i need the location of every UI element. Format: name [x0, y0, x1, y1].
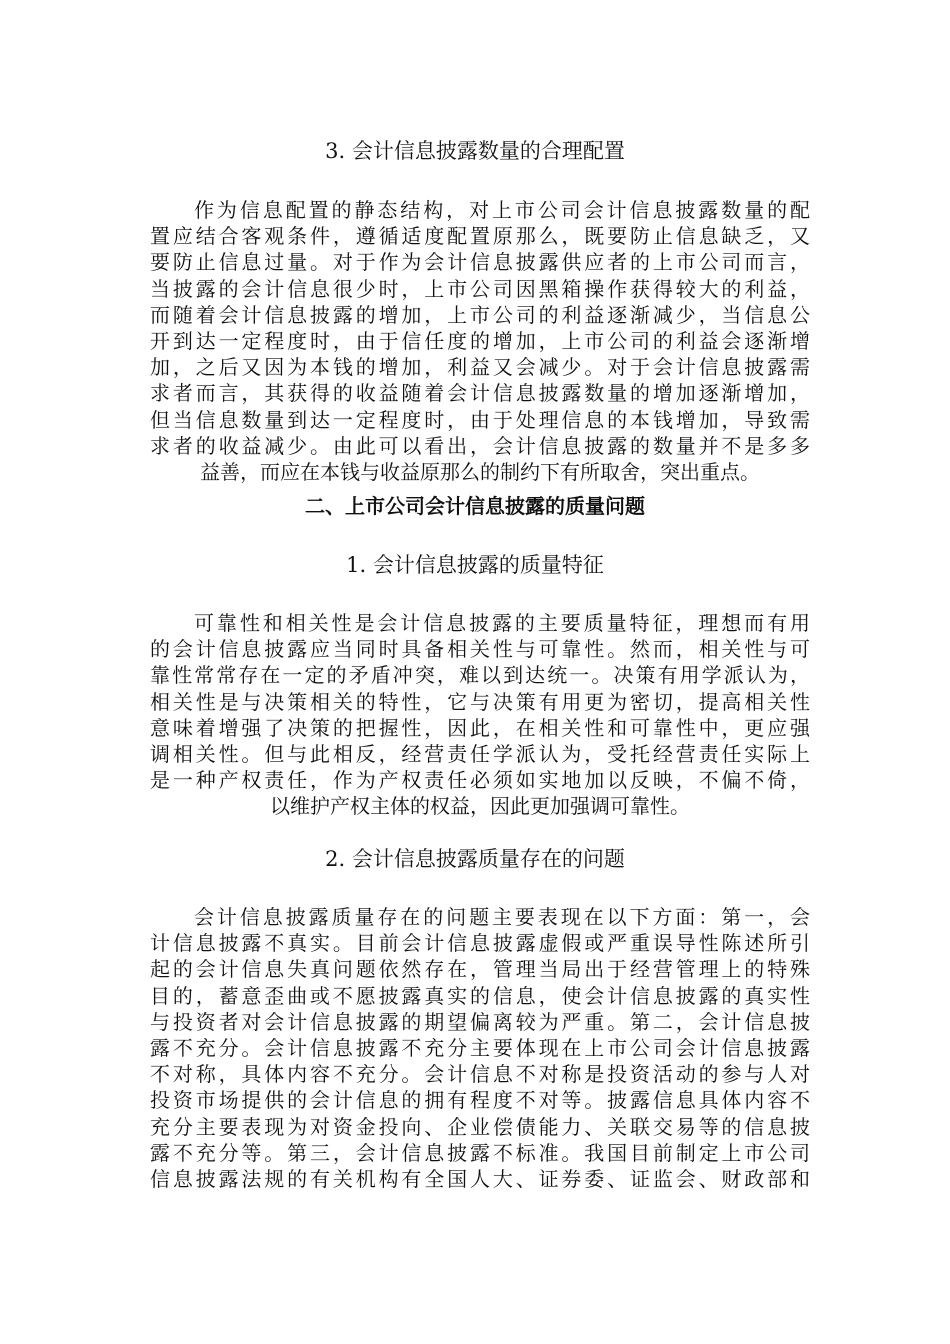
- paragraph-line: 露不充分等。第三，会计信息披露不标准。我国目前制定上市公司: [150, 1140, 810, 1165]
- paragraph-line: 充分主要表现为对资金投向、企业偿债能力、关联交易等的信息披: [150, 1114, 810, 1139]
- paragraph-line: 作为信息配置的静态结构，对上市公司会计信息披露数量的配: [194, 198, 810, 222]
- paragraph-line: 要防止信息过量。对于作为会计信息披露供应者的上市公司而言，: [150, 250, 810, 275]
- paragraph-line: 相关性是与决策相关的特性，它与决策有用更为密切，提高相关性: [150, 689, 810, 714]
- paragraph-line: 求者而言，其获得的收益随着会计信息披露数量的增加逐渐增加，: [150, 381, 810, 406]
- part-heading-2: 二、上市公司会计信息披露的质量问题: [305, 494, 645, 518]
- paragraph-line: 但当信息数量到达一定程度时，由于处理信息的本钱增加，导致需: [150, 407, 810, 432]
- paragraph-line: 置应结合客观条件，遵循适度配置原那么，既要防止信息缺乏，又: [150, 224, 810, 249]
- paragraph-line: 调相关性。但与此相反，经营责任学派认为，受托经营责任实际上: [150, 741, 810, 766]
- paragraph-line: 起的会计信息失真问题依然存在，管理当局出于经营管理上的特殊: [150, 957, 810, 982]
- paragraph-line: 以维护产权主体的权益，因此更加强调可靠性。: [270, 794, 690, 819]
- paragraph-line: 露不充分。会计信息披露不充分主要体现在上市公司会计信息披露: [150, 1035, 810, 1060]
- paragraph-line: 当披露的会计信息很少时，上市公司因黑箱操作获得较大的利益，: [150, 276, 810, 301]
- paragraph-line: 加，之后又因为本钱的增加，利益又会减少。对于会计信息披露需: [150, 355, 810, 380]
- paragraph-line: 会计信息披露质量存在的问题主要表现在以下方面：第一，会: [194, 905, 810, 929]
- paragraph-line: 信息披露法规的有关机构有全国人大、证券委、证监会、财政部和: [150, 1166, 810, 1191]
- paragraph-line: 不对称，具体内容不充分。会计信息不对称是投资活动的参与人对: [150, 1062, 810, 1087]
- paragraph-line: 的会计信息披露应当同时具备相关性与可靠性。然而，相关性与可: [150, 637, 810, 662]
- paragraph-quantity-allocation: [150, 197, 810, 485]
- paragraph-line: 益善，而应在本钱与收益原那么的制约下有所取舍，突出重点。: [200, 459, 760, 484]
- section-heading-1: 1. 会计信息披露的质量特征: [346, 553, 604, 577]
- paragraph-line: 靠性常常存在一定的矛盾冲突，难以到达统一。决策有用学派认为，: [150, 663, 810, 688]
- paragraph-line: 与投资者对会计信息披露的期望偏离较为严重。第二，会计信息披: [150, 1009, 810, 1034]
- paragraph-line: 可靠性和相关性是会计信息披露的主要质量特征，理想而有用: [194, 611, 810, 635]
- paragraph-line: 是一种产权责任，作为产权责任必须如实地加以反映，不偏不倚，: [150, 768, 810, 793]
- paragraph-line: 开到达一定程度时，由于信任度的增加，上市公司的利益会逐渐增: [150, 328, 810, 353]
- paragraph-line: 目的，蓄意歪曲或不愿披露真实的信息，使会计信息披露的真实性: [150, 983, 810, 1008]
- paragraph-line: 投资市场提供的会计信息的拥有程度不对等。披露信息具体内容不: [150, 1088, 810, 1113]
- paragraph-line: 意味着增强了决策的把握性，因此，在相关性和可靠性中，更应强: [150, 715, 810, 740]
- paragraph-line: 求者的收益减少。由此可以看出，会计信息披露的数量并不是多多: [150, 433, 810, 458]
- paragraph-line: 计信息披露不真实。目前会计信息披露虚假或严重误导性陈述所引: [150, 931, 810, 956]
- paragraph-quality-characteristics: [150, 610, 810, 820]
- paragraph-quality-problems: [150, 904, 810, 1192]
- paragraph-line: 而随着会计信息披露的增加，上市公司的利益逐渐减少，当信息公: [150, 302, 810, 327]
- section-heading-2: 2. 会计信息披露质量存在的问题: [325, 847, 625, 871]
- section-heading-3: 3. 会计信息披露数量的合理配置: [325, 139, 625, 163]
